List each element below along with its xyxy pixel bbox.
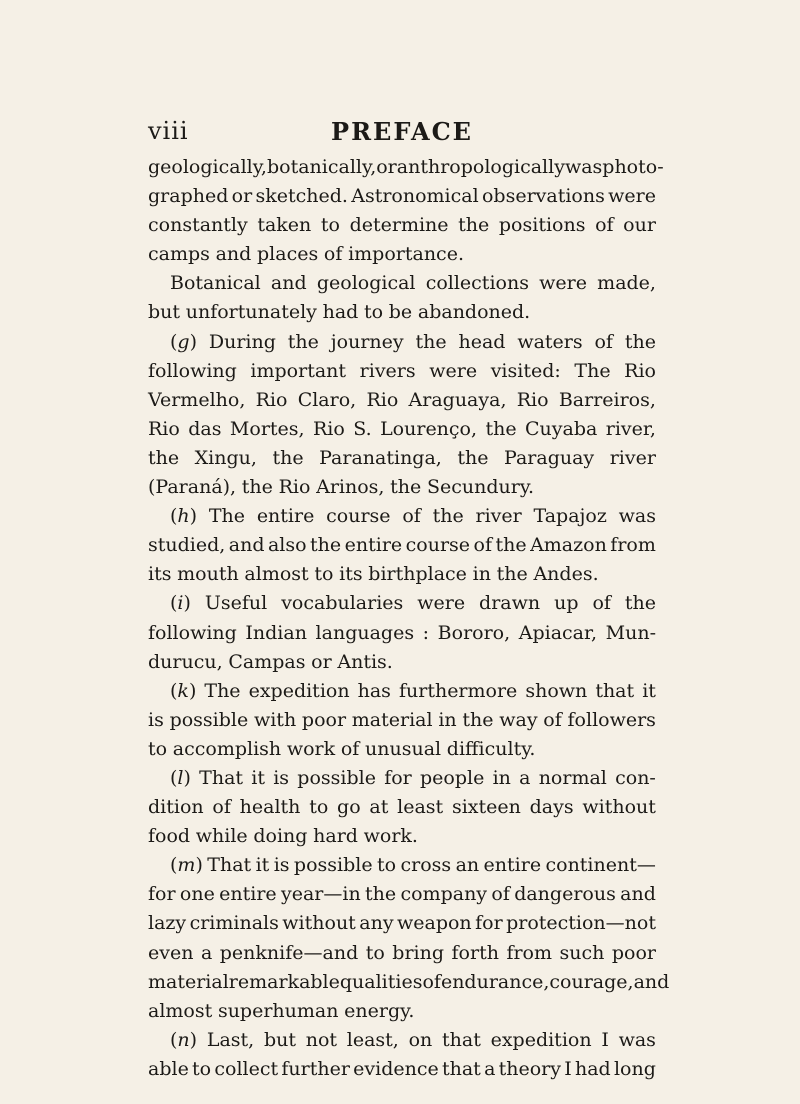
word: and	[620, 883, 656, 906]
word: has	[357, 679, 391, 702]
word: the	[485, 417, 517, 440]
word: normal	[538, 766, 607, 789]
word: year—in	[281, 883, 361, 906]
word: for	[384, 766, 412, 789]
word: to	[314, 563, 334, 586]
word: the	[148, 446, 180, 469]
word: Apiacar,	[518, 621, 598, 644]
word: furthermore	[398, 679, 518, 702]
word: the	[432, 505, 464, 528]
word: work.	[363, 825, 418, 848]
text-line	[148, 909, 656, 938]
word: and	[633, 970, 670, 993]
word: for	[475, 912, 503, 935]
word: it	[255, 854, 270, 877]
word: I	[564, 1057, 572, 1080]
word: of	[543, 708, 562, 731]
word: rivers	[359, 359, 416, 382]
word: to	[192, 1057, 212, 1080]
word: Barreiros,	[558, 388, 656, 411]
word: work	[286, 737, 336, 760]
word: but	[263, 1028, 296, 1051]
word: such	[559, 941, 605, 964]
text-line	[148, 968, 670, 997]
word: courage,	[549, 970, 634, 993]
word: of	[422, 970, 441, 993]
word: and	[270, 272, 307, 295]
word: collect	[214, 1057, 279, 1080]
word: lazy	[148, 912, 187, 935]
item-label: (l)	[170, 766, 191, 789]
word: and	[228, 534, 265, 557]
paragraph	[148, 269, 656, 327]
text-line	[148, 706, 656, 735]
word: Rio	[255, 388, 288, 411]
word: it	[251, 766, 265, 789]
word: anthropologically	[396, 156, 565, 178]
word: had	[322, 301, 359, 324]
item-label-letter: n	[177, 1028, 190, 1051]
word: go	[337, 796, 361, 819]
word: was	[618, 505, 656, 528]
word: the	[624, 592, 656, 615]
word: collections	[425, 272, 529, 295]
word: its	[339, 563, 363, 586]
word: Araguaya,	[408, 388, 507, 411]
word: or	[231, 185, 253, 208]
word: were	[539, 272, 587, 295]
word: our	[623, 214, 656, 237]
word: to	[364, 301, 384, 324]
text-line	[148, 677, 656, 706]
word: for	[148, 883, 176, 906]
word: a	[200, 941, 213, 964]
word: continent—	[545, 854, 656, 877]
word: the	[287, 330, 319, 353]
word: to	[148, 737, 168, 760]
word: energy.	[344, 999, 415, 1022]
text-line	[148, 939, 656, 968]
word: remarkable	[228, 970, 340, 993]
paragraph	[148, 502, 656, 589]
word: course	[405, 534, 471, 557]
paragraph	[148, 677, 656, 764]
word: that	[595, 679, 635, 702]
word: languages	[315, 621, 415, 644]
item-label-letter: g	[177, 330, 190, 353]
word: Tapajoz	[533, 505, 607, 528]
text-line	[148, 269, 656, 298]
word: to	[309, 796, 329, 819]
word: up	[554, 592, 579, 615]
word: of	[473, 534, 492, 557]
word: Antis.	[337, 650, 393, 673]
word: That	[207, 854, 252, 877]
text-line	[148, 619, 656, 648]
word: expedition	[490, 1028, 592, 1051]
word: determine	[349, 214, 449, 237]
word: or	[376, 156, 397, 178]
word: Astronomical	[351, 185, 479, 208]
word: qualities	[339, 970, 423, 993]
text-line	[148, 793, 656, 822]
word: least	[397, 796, 444, 819]
item-label: (g)	[170, 330, 198, 353]
word: entire	[483, 854, 542, 877]
word: head	[458, 330, 506, 353]
word: drawn	[479, 592, 541, 615]
word: were	[608, 185, 656, 208]
word: criminals	[189, 912, 279, 935]
word: visited:	[490, 359, 561, 382]
word: least,	[346, 1028, 399, 1051]
text-line	[148, 880, 656, 909]
word: followers	[567, 708, 656, 731]
word: at	[369, 796, 389, 819]
word: company	[400, 883, 488, 906]
word: Indian	[245, 621, 307, 644]
text-line	[148, 298, 656, 327]
word: is	[273, 766, 290, 789]
word: dangerous	[514, 883, 616, 906]
word: that	[442, 1028, 481, 1051]
word: further	[281, 1057, 350, 1080]
text-line	[148, 648, 656, 677]
word: unfortunately	[185, 301, 317, 324]
text-line	[148, 444, 656, 473]
word: a	[519, 766, 531, 789]
word: river	[475, 505, 522, 528]
word: it	[642, 679, 656, 702]
word: a	[484, 1057, 496, 1080]
word: the	[272, 446, 304, 469]
word: in	[438, 708, 457, 731]
word: from	[610, 534, 656, 557]
word: constantly	[148, 214, 248, 237]
word: in	[472, 563, 491, 586]
text-line	[148, 386, 656, 415]
word: Paraguay	[504, 446, 595, 469]
word: That	[199, 766, 244, 789]
word: birthplace	[368, 563, 467, 586]
word: positions	[498, 214, 586, 237]
text-line	[148, 1055, 656, 1084]
item-label: (h)	[170, 505, 198, 528]
word: weapon	[396, 912, 472, 935]
word: an	[455, 854, 480, 877]
word: the	[495, 534, 527, 557]
word: of	[594, 330, 613, 353]
word: not	[305, 1028, 338, 1051]
word: the	[241, 476, 273, 499]
item-label: (k)	[170, 679, 197, 702]
word: the	[458, 214, 490, 237]
word: course	[326, 505, 391, 528]
text-line	[148, 211, 656, 240]
text-line	[148, 182, 656, 211]
paragraph	[148, 328, 656, 503]
word: was	[564, 156, 603, 178]
word: S.	[353, 417, 372, 440]
word: of	[491, 883, 510, 906]
word: its	[148, 563, 172, 586]
word: way	[499, 708, 538, 731]
word: observations	[481, 185, 605, 208]
word: poor	[301, 708, 347, 731]
word: waters	[517, 330, 583, 353]
word: sixteen	[451, 796, 521, 819]
text-line	[148, 822, 656, 851]
word: vocabularies	[281, 592, 404, 615]
text-line	[148, 531, 656, 560]
text-line	[148, 764, 656, 793]
word: The	[574, 359, 611, 382]
word: Arinos,	[316, 476, 385, 499]
word: Rio	[278, 476, 311, 499]
paragraph	[148, 851, 670, 1026]
word: were	[429, 359, 478, 382]
word: shown	[525, 679, 588, 702]
word: Useful	[204, 592, 268, 615]
word: sketched.	[255, 185, 348, 208]
word: Last,	[206, 1028, 255, 1051]
word: able	[148, 1057, 189, 1080]
word: possible	[169, 708, 249, 731]
word: Rio	[366, 388, 399, 411]
word: of	[323, 243, 343, 266]
word: and	[215, 243, 252, 266]
paragraph	[148, 153, 664, 269]
word: the	[415, 330, 447, 353]
word: camps	[148, 243, 210, 266]
word: importance.	[348, 243, 464, 266]
word: while	[195, 825, 248, 848]
word: following	[148, 359, 237, 382]
word: to	[365, 941, 385, 964]
word: geologically,	[148, 156, 267, 178]
word: con-	[615, 766, 656, 789]
word: botanically,	[266, 156, 377, 178]
word: Andes.	[533, 563, 599, 586]
word: Cuyaba	[525, 417, 598, 440]
item-label: (m)	[170, 854, 203, 877]
word: Paranatinga,	[319, 446, 442, 469]
word: poor	[611, 941, 656, 964]
text-line	[148, 997, 656, 1026]
item-label-letter: k	[177, 679, 189, 702]
item-label-letter: h	[177, 505, 190, 528]
word: on	[408, 1028, 433, 1051]
paragraph	[148, 589, 656, 676]
word: the	[462, 708, 494, 731]
word: were	[417, 592, 466, 615]
word: evidence	[353, 1057, 439, 1080]
word: is	[273, 854, 290, 877]
word: almost	[244, 563, 309, 586]
word: Rio	[313, 417, 345, 440]
word: of	[402, 505, 421, 528]
word: Bororo,	[437, 621, 511, 644]
word: entire	[256, 505, 315, 528]
word: the	[624, 330, 656, 353]
word: without	[582, 796, 656, 819]
word: bring	[392, 941, 445, 964]
word: During	[208, 330, 276, 353]
paragraph	[148, 1026, 656, 1084]
text-line	[148, 851, 656, 880]
word: one	[179, 883, 215, 906]
word: of	[212, 796, 231, 819]
word: health	[239, 796, 301, 819]
word: had	[574, 1057, 611, 1080]
text-line	[148, 415, 656, 444]
word: but	[148, 301, 181, 324]
word: taken	[257, 214, 312, 237]
word: Botanical	[170, 272, 261, 295]
word: days	[529, 796, 574, 819]
word: the	[390, 476, 422, 499]
word: following	[148, 621, 237, 644]
word: almost	[148, 999, 213, 1022]
word: das	[188, 417, 222, 440]
word: river	[609, 446, 656, 469]
word: Rio	[624, 359, 656, 382]
text-line	[148, 589, 656, 618]
word: Campas	[228, 650, 306, 673]
word: long	[613, 1057, 656, 1080]
word: material	[148, 970, 229, 993]
text-line	[148, 153, 664, 182]
word: The	[208, 505, 246, 528]
item-label-letter: l	[177, 766, 184, 789]
word: also	[267, 534, 307, 557]
word: is	[148, 708, 164, 731]
word: Amazon	[530, 534, 607, 557]
word: graphed	[148, 185, 229, 208]
word: endurance,	[440, 970, 550, 993]
word: important	[250, 359, 347, 382]
word: :	[422, 621, 430, 644]
word: to	[320, 214, 340, 237]
word: hard	[313, 825, 358, 848]
word: accomplish	[172, 737, 282, 760]
word: journey	[330, 330, 404, 353]
page-number: viii	[148, 117, 189, 145]
word: people	[419, 766, 485, 789]
word: or	[311, 650, 332, 673]
text-line	[148, 1026, 656, 1055]
word: food	[148, 825, 191, 848]
word: durucu,	[148, 650, 223, 673]
item-label-letter: i	[177, 592, 184, 615]
word: the	[496, 563, 528, 586]
word: made,	[597, 272, 656, 295]
word: forth	[451, 941, 499, 964]
word: superhuman	[217, 999, 339, 1022]
word: (Paraná),	[148, 476, 237, 499]
word: expedition	[248, 679, 350, 702]
word: without	[282, 912, 356, 935]
text-line	[148, 357, 656, 386]
word: possible	[297, 766, 376, 789]
word: the	[457, 446, 489, 469]
word: entire	[219, 883, 277, 906]
word: any	[359, 912, 394, 935]
word: Lourenço,	[380, 417, 478, 440]
word: from	[506, 941, 553, 964]
word: dition	[148, 796, 204, 819]
text-line	[148, 560, 656, 589]
text-line	[148, 473, 656, 502]
word: of	[592, 592, 611, 615]
word: the	[365, 883, 397, 906]
word: even	[148, 941, 194, 964]
word: unusual	[365, 737, 442, 760]
text-line	[148, 328, 656, 357]
word: doing	[253, 825, 308, 848]
word: geological	[316, 272, 416, 295]
word: penknife—and	[219, 941, 359, 964]
running-title: PREFACE	[331, 117, 473, 146]
word: difficulty.	[446, 737, 536, 760]
body-text	[148, 153, 670, 1084]
text-line	[148, 502, 656, 531]
word: places	[257, 243, 319, 266]
word: abandoned.	[417, 301, 531, 324]
word: I	[601, 1028, 609, 1051]
word: mouth	[177, 563, 239, 586]
word: Rio	[516, 388, 549, 411]
word: to	[377, 854, 397, 877]
word: studied,	[148, 534, 226, 557]
word: with	[253, 708, 297, 731]
item-label: (n)	[170, 1028, 198, 1051]
word: photo-	[602, 156, 664, 178]
word: protection—not	[506, 912, 656, 935]
word: Vermelho,	[148, 388, 246, 411]
word: The	[204, 679, 241, 702]
word: Mortes,	[229, 417, 305, 440]
text-line	[148, 735, 656, 764]
paragraph	[148, 764, 656, 851]
word: Mun-	[605, 621, 656, 644]
page-header	[148, 117, 656, 151]
word: river,	[605, 417, 656, 440]
text-line	[148, 240, 656, 269]
word: material	[351, 708, 433, 731]
item-label: (i)	[170, 592, 191, 615]
word: the	[310, 534, 342, 557]
word: of	[340, 737, 360, 760]
word: Claro,	[297, 388, 357, 411]
word: Rio	[148, 417, 180, 440]
word: of	[595, 214, 614, 237]
word: was	[618, 1028, 656, 1051]
word: theory	[498, 1057, 561, 1080]
word: possible	[293, 854, 373, 877]
word: Secundury.	[426, 476, 535, 499]
word: that	[441, 1057, 481, 1080]
word: in	[492, 766, 511, 789]
word: be	[388, 301, 413, 324]
word: entire	[344, 534, 403, 557]
word: cross	[400, 854, 452, 877]
word: Xingu,	[194, 446, 257, 469]
item-label-letter: m	[177, 854, 196, 877]
